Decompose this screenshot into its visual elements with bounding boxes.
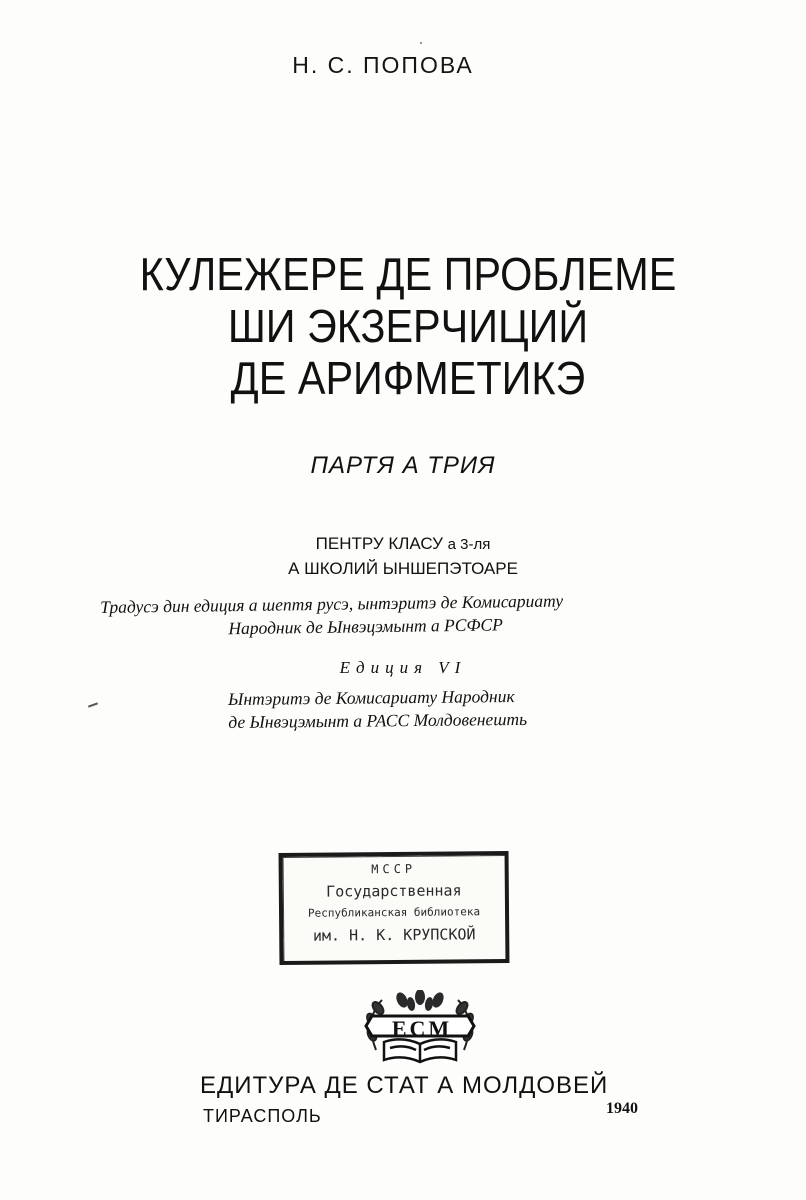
grade-line-2: А ШКОЛИЙ ЫНШЕПЭТОАРЕ: [288, 559, 518, 578]
stamp-line-2: Государственная: [326, 881, 462, 901]
approval-line-2: де Ынвэцэмынт а РАСС Молдовенешть: [228, 708, 528, 732]
grade-line-1: [0, 532, 806, 557]
stamp-line-3: Республиканская библиотека: [307, 905, 481, 920]
approval-note: [228, 683, 728, 734]
translation-note: [100, 587, 741, 642]
book-title: [120, 248, 696, 404]
publication-city: ТИРАСПОЛЬ: [203, 1106, 322, 1126]
emblem-letters: ЕСМ: [391, 1016, 453, 1041]
library-stamp: [279, 851, 510, 965]
stamp-line-4: им. Н. К. КРУПСКОЙ: [312, 925, 476, 945]
grade-line-1-small: а 3-ля: [447, 536, 491, 553]
edition-label: Едиция VI: [339, 658, 467, 677]
grade-line-1-main: ПЕНТРУ КЛАСУ: [315, 534, 443, 553]
publisher-name: ЕДИТУРА ДЕ СТАТ А МОЛДОВЕЙ: [200, 1072, 609, 1099]
stamp-line-1: МССР: [371, 861, 417, 877]
translation-line-1: Традусэ дин едиция а шептя русэ, ынтэритэ де Комисариату: [100, 590, 564, 617]
speck-mark: [420, 42, 422, 44]
title-line-3: ДЕ АРИФМЕТИКЭ: [230, 352, 586, 404]
part-label: ПАРТЯ А ТРИЯ: [310, 452, 496, 479]
author-name: Н. С. ПОПОВА: [292, 52, 474, 78]
margin-mark: [88, 702, 98, 707]
approval-line-1: Ынтэритэ де Комисариату Народник: [228, 685, 515, 709]
publisher-emblem: [346, 990, 494, 1066]
grade-info: [0, 532, 806, 581]
title-line-2: ШИ ЭКЗЕРЧИЦИЙ: [227, 300, 589, 352]
publication-year: 1940: [606, 1100, 638, 1117]
title-line-1: КУЛЕЖЕРЕ ДЕ ПРОБЛЕМЕ: [139, 248, 677, 300]
translation-line-2: Народник де Ынвэцэмынт а РСФСР: [228, 614, 503, 639]
